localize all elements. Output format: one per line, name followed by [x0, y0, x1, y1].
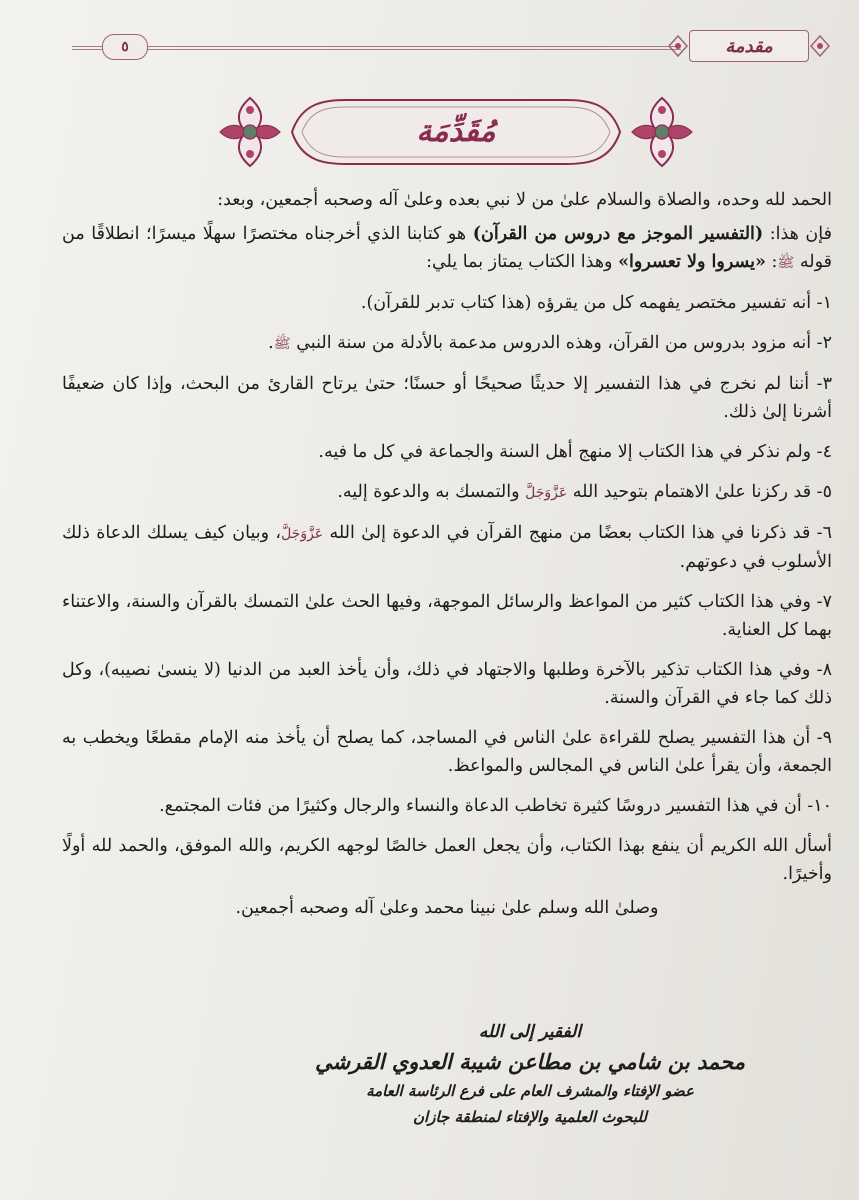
honorific-glyph: ﷺ	[273, 336, 291, 352]
paragraph-text: والتمسك به والدعوة إليه.	[337, 482, 526, 502]
paragraph-text: أسأل الله الكريم أن ينفع بهذا الكتاب، وأن يجعل العمل خالصًا لوجهه الكريم، والله الموفق، والحمد لله أولًا وأخيرًا.	[62, 836, 832, 884]
paragraph-text: ٢- أنه مزود بدروس من القرآن، وهذه الدروس مدعمة بالأدلة من سنة النبي	[290, 333, 832, 353]
list-item	[62, 724, 832, 780]
paragraph	[62, 186, 832, 214]
list-item	[62, 478, 832, 507]
chapter-label: مقدمة	[725, 35, 773, 57]
paragraph-text: ٥- قد ركزنا علىٰ الاهتمام بتوحيد الله	[567, 482, 832, 502]
paragraph-text: ١٠- أن في هذا التفسير دروسًا كثيرة تخاطب الدعاة والنساء والرجال وكثيرًا من فئات المجتمع.	[159, 796, 832, 816]
list-item	[62, 329, 832, 358]
paragraph-text: ٨- وفي هذا الكتاب تذكير بالآخرة وطلبها والاجتهاد في ذلك، وأن يأخذ العبد من الدنيا (لا ينسىٰ نصيبه)، وكل ذلك كما جاء في القرآن والسنة.	[62, 660, 832, 708]
list-item	[62, 519, 832, 576]
paragraph-text: ٣- أننا لم نخرج في هذا التفسير إلا حديثًا صحيحًا أو حسنًا؛ حتىٰ يرتاح القارئ من البحث، وإذا كان ضعيفًا أشرنا إلىٰ ذلك.	[62, 374, 832, 422]
page-number: ٥	[121, 39, 129, 55]
page-title: مُقَدِّمَة	[416, 114, 496, 149]
paragraph	[62, 220, 832, 277]
paragraph-text: ٩- أن هذا التفسير يصلح للقراءة علىٰ الناس في المساجد، كما يصلح أن يأخذ منه الإمام مقطعًا ويخطب به الجمعة، وأن يقرأ علىٰ الناس في المجالس والمواعظ.	[62, 728, 832, 776]
signature-block	[300, 1018, 760, 1130]
author-title: عضو الإفتاء والمشرف العام على فرع الرئاسة العامة	[366, 1082, 694, 1100]
list-item	[62, 588, 832, 644]
paragraph-text: ٤- ولم نذكر في هذا الكتاب إلا منهج أهل السنة والجماعة في كل ما فيه.	[318, 442, 832, 462]
running-header	[42, 22, 831, 74]
paragraph-text: وهذا الكتاب يمتاز بما يلي:	[426, 252, 619, 272]
honorific-glyph: عَزَّوَجَلَّ	[281, 526, 324, 542]
honorific-glyph: ﷺ	[777, 255, 795, 271]
closing-salutation	[62, 894, 832, 922]
header-flourish-icon	[809, 34, 831, 58]
paragraph-text: ١- أنه تفسير مختصر يفهمه كل من يقرؤه (هذا كتاب تدبر للقرآن).	[360, 293, 832, 313]
paragraph-text: ، وبيان كيف يسلك الدعاة ذلك الأسلوب في دعوتهم.	[62, 523, 832, 572]
title-cartouche	[206, 88, 706, 176]
list-item	[62, 438, 832, 466]
paragraph-text: هو كتابنا الذي أخرجناه مختصرًا سهلًا ميسرًا؛ انطلاقًا من قوله	[62, 224, 832, 272]
list-item	[62, 289, 832, 317]
list-item	[62, 656, 832, 712]
paragraph-text: ٦- قد ذكرنا في هذا الكتاب بعضًا من منهج القرآن في الدعوة إلىٰ الله	[323, 523, 832, 543]
closing-prayer	[62, 832, 832, 888]
hadith-quote: «يسروا ولا تعسروا»	[618, 252, 766, 272]
chapter-label-frame	[689, 30, 809, 62]
author-name: محمد بن شامي بن مطاعن شيبة العدوي القرشي	[315, 1049, 745, 1074]
paragraph-text: ٧- وفي هذا الكتاب كثير من المواعظ والرسائل الموجهة، وفيها الحث علىٰ التمسك بالقرآن والسنة، والاعتناء بهما كل العناية.	[62, 592, 832, 640]
paragraph-text: :	[765, 252, 778, 272]
honorific-glyph: عَزَّوَجَلَّ	[525, 485, 568, 501]
paragraph-text: .	[268, 333, 274, 353]
list-item	[62, 370, 832, 426]
paragraph-text: فإن هذا:	[763, 224, 832, 244]
page-number-frame	[102, 34, 148, 60]
book-title: (التفسير الموجز مع دروس من القرآن)	[472, 224, 764, 244]
header-flourish-icon	[667, 34, 689, 58]
signature-humble-line: الفقير إلى الله	[478, 1022, 582, 1042]
header-rule	[72, 46, 681, 50]
list-item	[62, 792, 832, 820]
paragraph-text: وصلىٰ الله وسلم علىٰ نبينا محمد وعلىٰ آله وصحبه أجمعين.	[235, 898, 659, 918]
author-title: للبحوث العلمية والإفتاء لمنطقة جازان	[413, 1108, 647, 1126]
body-text	[62, 186, 832, 934]
paragraph-text: الحمد لله وحده، والصلاة والسلام علىٰ من لا نبي بعده وعلىٰ آله وصحبه أجمعين، وبعد:	[217, 190, 832, 210]
